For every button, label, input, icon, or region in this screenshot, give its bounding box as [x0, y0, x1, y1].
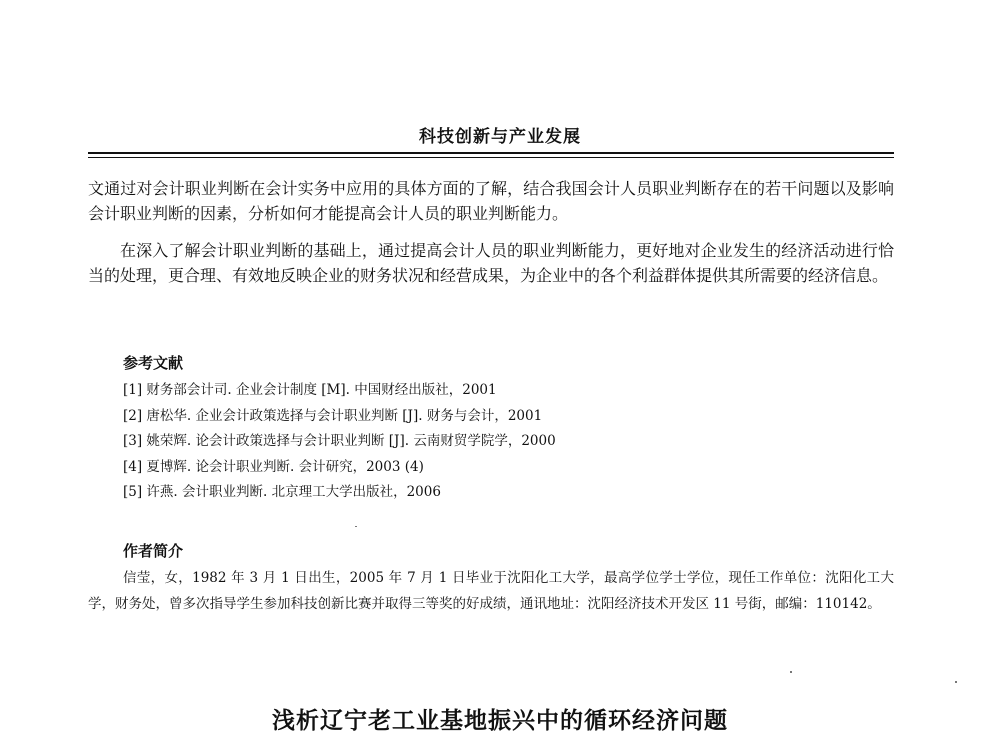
reference-item: [3] 姚荣辉. 论会计政策选择与会计职业判断 [J]. 云南财贸学院学，2000 [123, 433, 556, 449]
references-list [123, 378, 556, 506]
scan-speck [955, 681, 957, 683]
reference-item: [5] 许燕. 会计职业判断. 北京理工大学出版社，2006 [123, 484, 441, 500]
scan-speck [790, 671, 792, 673]
header-rule-thick [88, 152, 894, 154]
body-paragraph-1: 文通过对会计职业判断在会计实务中应用的具体方面的了解，结合我国会计人员职业判断存在的若干问题以及影响会计职业判断的因素，分析如何才能提高会计人员的职业判断能力。 [88, 179, 894, 223]
header-rule-thin [88, 157, 894, 158]
running-header: 科技创新与产业发展 [419, 127, 581, 147]
reference-item: [1] 财务部会计司. 企业会计制度 [M]. 中国财经出版社，2001 [123, 382, 497, 398]
body-paragraph-2: 在深入了解会计职业判断的基础上，通过提高会计人员的职业判断能力，更好地对企业发生的经济活动进行恰当的处理，更合理、有效地反映企业的财务状况和经营成果，为企业中的各个利益群体提供其所需要的经济信息。 [88, 241, 894, 285]
scan-speck [355, 526, 357, 527]
reference-item: [4] 夏博辉. 论会计职业判断. 会计研究，2003 (4) [123, 458, 424, 475]
author-bio: 信莹，女，1982 年 3 月 1 日出生，2005 年 7 月 1 日毕业于沈阳化工大学，最高学位学士学位，现任工作单位：沈阳化工大学，财务处，曾多次指导学生参加科技创新比赛并取得三等奖的好成绩，通讯地址：沈阳经济技术开发区 11 号街，邮编：110142。 [88, 570, 894, 612]
author-heading: 作者简介 [123, 542, 184, 560]
references-heading: 参考文献 [123, 354, 184, 372]
reference-item: [2] 唐松华. 企业会计政策选择与会计职业判断 [J]. 财务与会计，2001 [123, 407, 543, 424]
next-article-title: 浅析辽宁老工业基地振兴中的循环经济问题 [272, 708, 728, 734]
